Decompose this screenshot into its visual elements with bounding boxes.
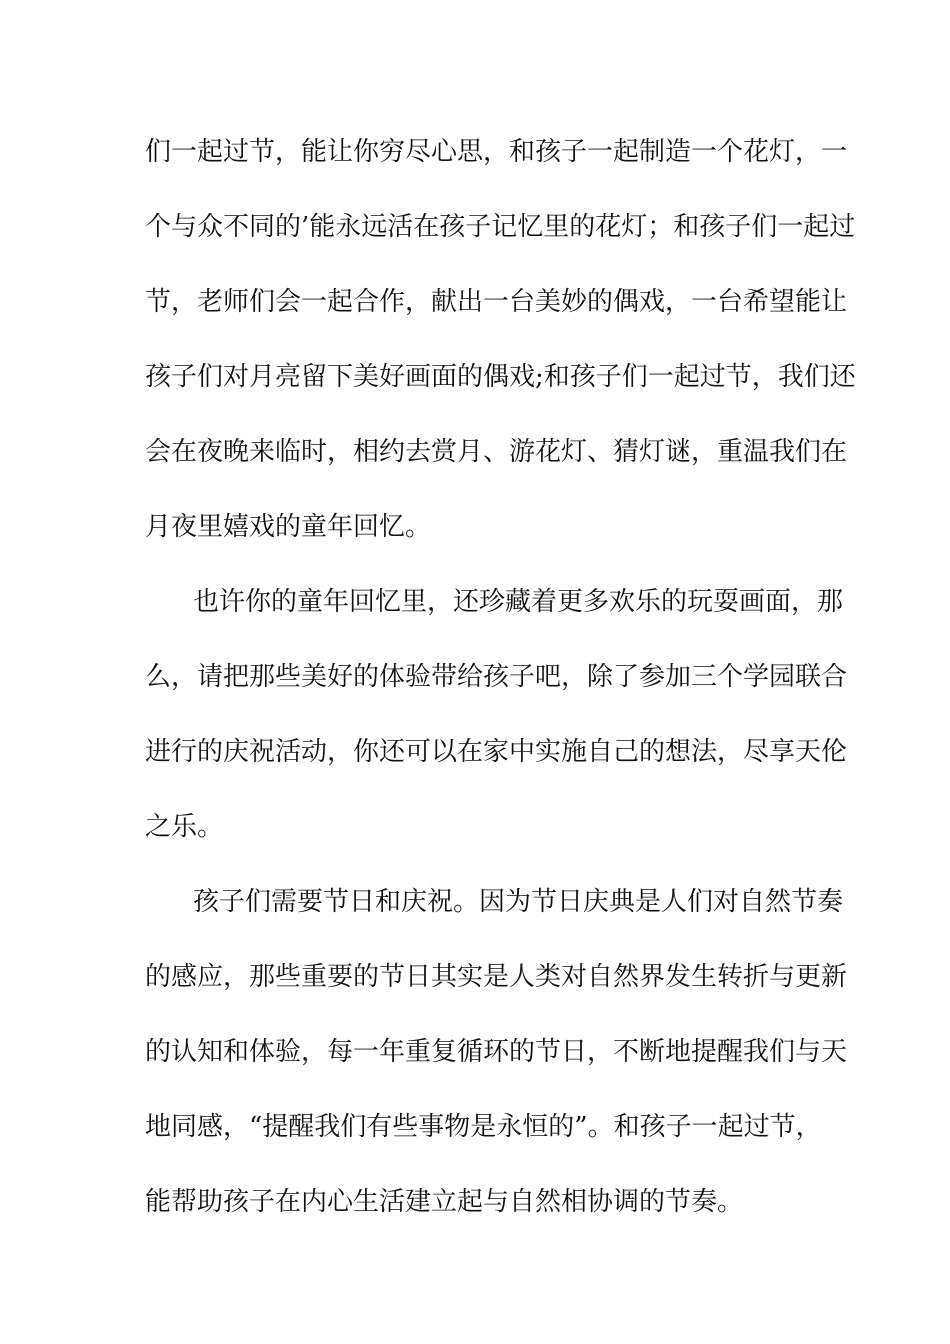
text-line: 会在夜晚来临时，相约去赏月、游花灯、猜灯谜，重温我们在 [145, 437, 848, 467]
text-line: 的感应，那些重要的节日其实是人类对自然界发生转折与更新 [145, 962, 848, 992]
text-line: 孩子们对月亮留下美好画面的偶戏;和孩子们一起过节，我们还 [145, 362, 856, 392]
text-line: 孩子们需要节日和庆祝。因为节日庆典是人们对自然节奏 [193, 887, 844, 917]
text-line: 月夜里嬉戏的童年回忆。 [145, 512, 432, 542]
text-line: 的认知和体验，每一年重复循环的节日，不断地提醒我们与天 [145, 1037, 848, 1067]
text-line: 节，老师们会一起合作，献出一台美妙的偶戏，一台希望能让 [145, 287, 848, 317]
text-line: 之乐。 [145, 812, 224, 842]
text-line: 也许你的童年回忆里，还珍藏着更多欢乐的玩耍画面，那 [193, 587, 844, 617]
text-line: 们一起过节，能让你穷尽心思，和孩子一起制造一个花灯，一 [145, 137, 848, 167]
text-line: 么，请把那些美好的体验带给孩子吧，除了参加三个学园联合 [145, 662, 848, 692]
text-line: 能帮助孩子在内心生活建立起与自然相协调的节奏。 [145, 1187, 744, 1217]
text-line: 进行的庆祝活动，你还可以在家中实施自己的想法，尽享天伦 [145, 737, 848, 767]
text-line: 个与众不同的’能永远活在孩子记忆里的花灯；和孩子们一起过 [145, 212, 856, 242]
text-line: 地同感，“提醒我们有些事物是永恒的”。和孩子一起过节， [145, 1112, 822, 1142]
